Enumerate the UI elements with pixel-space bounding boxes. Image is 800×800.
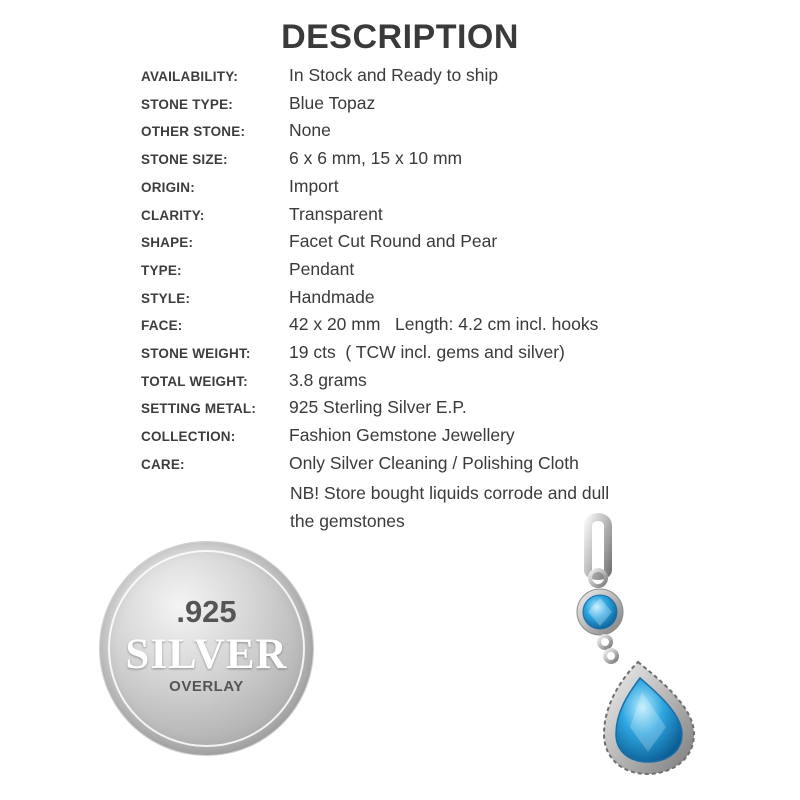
spec-row-total-weight bbox=[141, 367, 701, 395]
spec-row-clarity bbox=[141, 201, 701, 229]
spec-row-style bbox=[141, 284, 701, 312]
spec-row-care bbox=[141, 450, 701, 478]
spec-label: TYPE: bbox=[141, 262, 182, 278]
spec-label: COLLECTION: bbox=[141, 429, 236, 445]
badge-finish: OVERLAY bbox=[169, 678, 244, 695]
spec-value: Pendant bbox=[289, 258, 355, 279]
spec-label: STONE WEIGHT: bbox=[141, 346, 251, 362]
spec-value: Only Silver Cleaning / Polishing Cloth bbox=[289, 452, 579, 473]
spec-row-origin bbox=[141, 173, 701, 201]
spec-row-other-stone bbox=[141, 117, 701, 145]
spec-label: SHAPE: bbox=[141, 235, 194, 251]
spec-row-stone-type bbox=[141, 90, 701, 118]
spec-value: 925 Sterling Silver E.P. bbox=[289, 397, 467, 418]
spec-label: STYLE: bbox=[141, 290, 191, 306]
badge-metal: SILVER bbox=[125, 631, 288, 678]
spec-value: Blue Topaz bbox=[289, 92, 376, 113]
spec-value: 19 cts ( TCW incl. gems and silver) bbox=[289, 342, 565, 363]
spec-label: STONE SIZE: bbox=[141, 152, 228, 168]
spec-value: Fashion Gemstone Jewellery bbox=[289, 425, 515, 446]
spec-row-setting-metal bbox=[141, 394, 701, 422]
page-title: DESCRIPTION bbox=[281, 18, 519, 56]
spec-value: Handmade bbox=[289, 286, 375, 307]
spec-row-stone-size bbox=[141, 145, 701, 173]
silver-overlay-badge bbox=[100, 542, 313, 755]
spec-label: OTHER STONE: bbox=[141, 124, 246, 140]
care-note-line: NB! Store bought liquids corrode and dull bbox=[290, 483, 610, 503]
spec-value: Import bbox=[289, 175, 339, 196]
spec-row-face bbox=[141, 311, 701, 339]
spec-value: In Stock and Ready to ship bbox=[289, 65, 499, 85]
spec-label: FACE: bbox=[141, 318, 183, 334]
spec-value: Facet Cut Round and Pear bbox=[289, 231, 498, 252]
spec-row-shape bbox=[141, 228, 701, 256]
spec-row-type bbox=[141, 256, 701, 284]
spec-value: 3.8 grams bbox=[289, 369, 367, 390]
spec-value: 42 x 20 mm Length: 4.2 cm incl. hooks bbox=[289, 314, 599, 335]
spec-label: AVAILABILITY: bbox=[141, 69, 239, 84]
spec-label: SETTING METAL: bbox=[141, 401, 257, 417]
spec-row-stone-weight bbox=[141, 339, 701, 367]
spec-label: CARE: bbox=[141, 456, 185, 472]
badge-purity: .925 bbox=[176, 594, 237, 629]
pendant-image bbox=[560, 512, 710, 782]
spec-value: None bbox=[289, 120, 331, 141]
spec-label: TOTAL WEIGHT: bbox=[141, 373, 248, 389]
spec-row-availability bbox=[141, 62, 701, 90]
spec-label: STONE TYPE: bbox=[141, 96, 233, 112]
spec-list bbox=[141, 62, 701, 478]
spec-label: CLARITY: bbox=[141, 207, 205, 223]
blue-topaz-pendant-icon bbox=[560, 512, 710, 782]
spec-row-collection bbox=[141, 422, 701, 450]
care-note-line: the gemstones bbox=[290, 510, 405, 531]
spec-value: 6 x 6 mm, 15 x 10 mm bbox=[289, 148, 463, 169]
spec-value: Transparent bbox=[289, 203, 383, 224]
spec-label: ORIGIN: bbox=[141, 179, 195, 195]
